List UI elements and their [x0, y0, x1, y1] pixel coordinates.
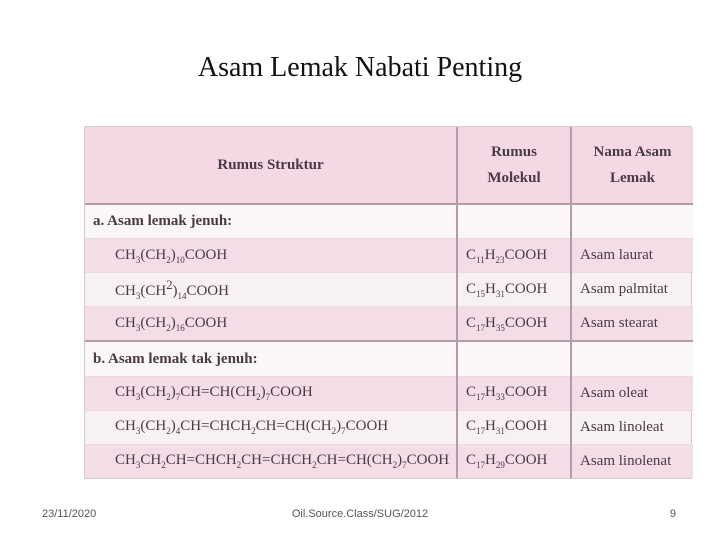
section-row-saturated: [85, 204, 693, 239]
section-empty-cell: [457, 204, 571, 239]
slide-title: Asam Lemak Nabati Penting: [197, 52, 523, 83]
section-empty-cell: [457, 341, 571, 376]
header-name-line1: Nama Asam: [593, 143, 672, 160]
footer-page-number: 9: [669, 508, 676, 520]
structure-formula-cell: $CH_3(CH_2)_4CH=CHCH_2CH=CH(CH_2)_7COOH$: [85, 410, 457, 444]
section-label-unsaturated: b. Asam lemak tak jenuh:: [85, 341, 457, 376]
table-row: [85, 273, 693, 307]
saturated-rows: [85, 238, 693, 341]
molecular-formula-cell: $C_{17}H_{31}COOH$: [457, 410, 571, 444]
acid-name-cell: Asam oleat: [571, 376, 693, 410]
acid-name-cell: Asam laurat: [571, 238, 693, 272]
table-header-row: [85, 127, 693, 204]
header-name-line2: Lemak: [610, 169, 655, 186]
header-molecular-line1: Rumus: [491, 143, 537, 160]
structure-formula-cell: $CH_3(CH_2)_{10}COOH$: [85, 238, 457, 272]
structure-formula-cell: $CH_3CH_2CH=CHCH_2CH=CHCH_2CH=CH(CH_2)_7COOH$: [85, 444, 457, 478]
molecular-formula-cell: $C_{11}H_{23}COOH$: [457, 238, 571, 272]
molecular-formula-cell: $C_{17}H_{33}COOH$: [457, 376, 571, 410]
header-molecular-formula: [457, 127, 571, 204]
acid-name-cell: Asam stearat: [571, 307, 693, 342]
footer-source: Oil.Source.Class/SUG/2012: [291, 508, 429, 520]
header-molecular-line2: Molekul: [487, 169, 541, 186]
structure-formula-cell: $CH_3(CH_2)_{16}COOH$: [85, 307, 457, 342]
structure-formula-cell: $CH_3(CH^2)_{14}COOH$: [85, 273, 457, 307]
table-row: [85, 307, 693, 342]
molecular-formula-cell: $C_{15}H_{31}COOH$: [457, 273, 571, 307]
fatty-acid-table-grid: [85, 127, 693, 478]
section-empty-cell: [571, 341, 693, 376]
fatty-acid-table: [84, 126, 692, 479]
section-row-unsaturated: [85, 341, 693, 376]
unsaturated-rows: [85, 376, 693, 478]
structure-formula-cell: $CH_3(CH_2)_7CH=CH(CH_2)_7COOH$: [85, 376, 457, 410]
acid-name-cell: Asam linolenat: [571, 444, 693, 478]
table-row: [85, 376, 693, 410]
table-row: [85, 238, 693, 272]
section-label-saturated: a. Asam lemak jenuh:: [85, 204, 457, 239]
table-row: [85, 444, 693, 478]
section-empty-cell: [571, 204, 693, 239]
molecular-formula-cell: $C_{17}H_{35}COOH$: [457, 307, 571, 342]
header-acid-name: [571, 127, 693, 204]
acid-name-cell: Asam palmitat: [571, 273, 693, 307]
molecular-formula-cell: $C_{17}H_{29}COOH$: [457, 444, 571, 478]
header-structure: Rumus Struktur: [85, 127, 457, 204]
acid-name-cell: Asam linoleat: [571, 410, 693, 444]
footer-date: 23/11/2020: [42, 508, 97, 520]
table-row: [85, 410, 693, 444]
